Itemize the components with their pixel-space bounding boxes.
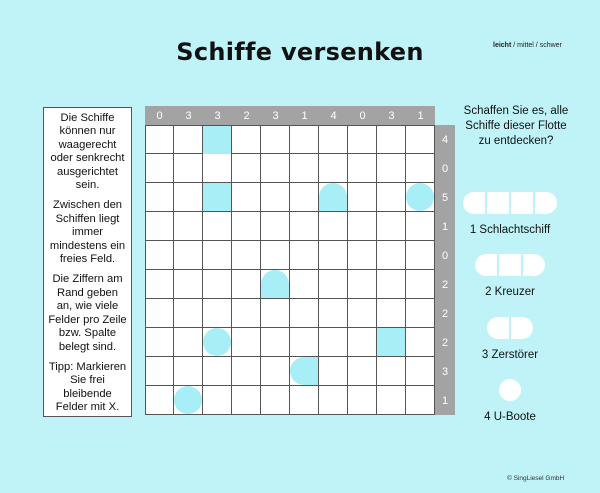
grid-cell[interactable] <box>261 299 290 328</box>
grid-cell[interactable] <box>348 386 377 415</box>
grid-cell[interactable] <box>203 154 232 183</box>
grid-cell[interactable] <box>145 328 174 357</box>
ship-segment <box>463 192 485 214</box>
grid-cell[interactable] <box>348 328 377 357</box>
given-ship-segment <box>290 357 318 385</box>
grid-row <box>145 154 455 183</box>
column-count: 0 <box>145 106 174 125</box>
grid-cell[interactable] <box>377 154 406 183</box>
grid-row <box>145 328 455 357</box>
fleet-submarine <box>460 379 560 423</box>
fleet-battleship <box>460 192 560 236</box>
submarine-shape <box>460 379 560 401</box>
fleet-label: 3 Zerstörer <box>481 349 539 361</box>
grid-cell[interactable] <box>290 241 319 270</box>
column-count: 2 <box>232 106 261 125</box>
grid-row <box>145 270 455 299</box>
grid-row <box>145 386 455 415</box>
row-count: 5 <box>435 183 455 212</box>
given-ship-segment <box>406 183 434 211</box>
puzzle-title: Schiffe versenken <box>176 38 424 66</box>
grid-cell[interactable] <box>174 386 203 415</box>
grid-cell[interactable] <box>232 328 261 357</box>
ship-segment <box>499 254 521 276</box>
grid-row <box>145 299 455 328</box>
rule-text: Tipp: Markieren Sie frei bleibende Felder mit X. <box>48 360 127 414</box>
grid-cell[interactable] <box>232 212 261 241</box>
grid-cell[interactable] <box>290 183 319 212</box>
grid-cell[interactable] <box>232 386 261 415</box>
row-count: 4 <box>435 125 455 154</box>
grid-cell[interactable] <box>232 183 261 212</box>
fleet-cruiser <box>460 254 560 298</box>
grid-cell[interactable] <box>261 125 290 154</box>
grid-cell[interactable] <box>406 125 435 154</box>
grid-cell[interactable] <box>232 299 261 328</box>
grid-cell[interactable] <box>145 183 174 212</box>
grid-corner <box>435 106 455 125</box>
ship-segment <box>511 317 533 339</box>
column-count: 3 <box>174 106 203 125</box>
copyright-notice: © SingLiesel GmbH <box>507 475 565 482</box>
grid-cell[interactable] <box>290 357 319 386</box>
grid-cell[interactable] <box>203 212 232 241</box>
grid-row <box>145 183 455 212</box>
grid-cell[interactable] <box>203 357 232 386</box>
grid-cell[interactable] <box>174 328 203 357</box>
ship-segment <box>523 254 545 276</box>
grid-cell[interactable] <box>145 154 174 183</box>
column-count: 3 <box>377 106 406 125</box>
battleship-shape <box>460 192 560 214</box>
grid-cell[interactable] <box>319 270 348 299</box>
grid-cell[interactable] <box>348 357 377 386</box>
grid-cell[interactable] <box>377 386 406 415</box>
given-ship-segment <box>203 328 231 356</box>
grid-cell[interactable] <box>145 386 174 415</box>
ship-segment <box>499 379 521 401</box>
grid-cell[interactable] <box>203 299 232 328</box>
column-count: 3 <box>261 106 290 125</box>
given-ship-segment <box>203 183 231 211</box>
fleet-label: 2 Kreuzer <box>485 286 535 298</box>
grid-cell[interactable] <box>406 212 435 241</box>
row-count: 2 <box>435 270 455 299</box>
row-count: 0 <box>435 154 455 183</box>
grid-cell[interactable] <box>290 386 319 415</box>
grid-cell[interactable] <box>406 386 435 415</box>
grid-cell[interactable] <box>232 241 261 270</box>
given-ship-segment <box>319 183 347 211</box>
fleet-destroyer <box>460 317 560 361</box>
destroyer-shape <box>460 317 560 339</box>
grid-cell[interactable] <box>406 270 435 299</box>
rules-panel <box>43 107 132 417</box>
grid-cell[interactable] <box>319 125 348 154</box>
grid-cell[interactable] <box>261 270 290 299</box>
grid-cell[interactable] <box>348 241 377 270</box>
grid-cell[interactable] <box>232 270 261 299</box>
difficulty-selector[interactable] <box>493 42 562 49</box>
ship-segment <box>487 317 509 339</box>
grid-cell[interactable] <box>348 299 377 328</box>
grid-cell[interactable] <box>174 212 203 241</box>
grid-cell[interactable] <box>203 241 232 270</box>
column-count-row <box>145 106 455 125</box>
column-count: 1 <box>290 106 319 125</box>
grid-cell[interactable] <box>174 183 203 212</box>
grid-cell[interactable] <box>174 241 203 270</box>
grid-cell[interactable] <box>290 299 319 328</box>
grid-cell[interactable] <box>377 241 406 270</box>
grid-cell[interactable] <box>377 270 406 299</box>
grid-cell[interactable] <box>377 183 406 212</box>
grid-cell[interactable] <box>145 241 174 270</box>
ship-segment <box>511 192 533 214</box>
grid-cell[interactable] <box>406 241 435 270</box>
grid-cell[interactable] <box>319 241 348 270</box>
grid-cell[interactable] <box>203 386 232 415</box>
grid-cell[interactable] <box>174 299 203 328</box>
grid-row <box>145 357 455 386</box>
grid-cell[interactable] <box>261 357 290 386</box>
grid-cell[interactable] <box>203 183 232 212</box>
grid-row <box>145 125 455 154</box>
grid-cell[interactable] <box>319 183 348 212</box>
grid-cell[interactable] <box>203 125 232 154</box>
grid-cell[interactable] <box>377 328 406 357</box>
grid-cell[interactable] <box>348 183 377 212</box>
grid-cell[interactable] <box>290 125 319 154</box>
grid-cell[interactable] <box>232 154 261 183</box>
grid-cell[interactable] <box>290 154 319 183</box>
grid-cell[interactable] <box>261 241 290 270</box>
grid-cell[interactable] <box>174 357 203 386</box>
row-count: 1 <box>435 212 455 241</box>
grid-cell[interactable] <box>145 270 174 299</box>
grid-cell[interactable] <box>377 299 406 328</box>
row-count: 1 <box>435 386 455 415</box>
grid-cell[interactable] <box>377 212 406 241</box>
grid-cell[interactable] <box>406 299 435 328</box>
grid-cell[interactable] <box>290 212 319 241</box>
grid-cell[interactable] <box>377 357 406 386</box>
ship-segment <box>475 254 497 276</box>
grid-cell[interactable] <box>406 154 435 183</box>
grid-row <box>145 241 455 270</box>
grid-cell[interactable] <box>290 328 319 357</box>
grid-cell[interactable] <box>261 328 290 357</box>
fleet-label: 1 Schlachtschiff <box>469 224 551 236</box>
row-count: 2 <box>435 328 455 357</box>
grid-cell[interactable] <box>348 125 377 154</box>
grid-cell[interactable] <box>232 357 261 386</box>
ship-segment <box>487 192 509 214</box>
grid-cell[interactable] <box>145 357 174 386</box>
ship-segment <box>535 192 557 214</box>
grid-cell[interactable] <box>348 154 377 183</box>
grid-cell[interactable] <box>406 328 435 357</box>
grid-cell[interactable] <box>174 270 203 299</box>
grid-cell[interactable] <box>261 183 290 212</box>
grid-cell[interactable] <box>261 212 290 241</box>
fleet-label: 4 U-Boote <box>484 411 536 423</box>
grid-cell[interactable] <box>261 386 290 415</box>
cruiser-shape <box>460 254 560 276</box>
given-ship-segment <box>377 328 405 356</box>
row-count: 3 <box>435 357 455 386</box>
difficulty-selected[interactable]: leicht <box>493 42 512 49</box>
grid-cell[interactable] <box>319 328 348 357</box>
row-count: 0 <box>435 241 455 270</box>
grid-cell[interactable] <box>145 299 174 328</box>
grid-cell[interactable] <box>145 125 174 154</box>
rule-text: Die Ziffern am Rand geben an, wie viele Felder pro Zeile bzw. Spalte belegt sind. <box>48 273 127 353</box>
puzzle-grid <box>145 106 455 415</box>
grid-cell[interactable] <box>290 270 319 299</box>
challenge-text: Schaffen Sie es, alle Schiffe dieser Flotte zu entdecken? <box>463 105 569 147</box>
grid-cell[interactable] <box>319 212 348 241</box>
grid-row <box>145 212 455 241</box>
grid-cell[interactable] <box>174 154 203 183</box>
column-count: 0 <box>348 106 377 125</box>
grid-cell[interactable] <box>174 125 203 154</box>
grid-cell[interactable] <box>203 270 232 299</box>
given-ship-segment <box>203 126 231 154</box>
rule-text: Zwischen den Schiffen liegt immer mindestens ein freies Feld. <box>49 199 126 266</box>
grid-cell[interactable] <box>319 357 348 386</box>
column-count: 1 <box>406 106 435 125</box>
given-ship-segment <box>174 386 202 414</box>
grid-cell[interactable] <box>232 125 261 154</box>
grid-cell[interactable] <box>348 212 377 241</box>
grid-cell[interactable] <box>145 212 174 241</box>
grid-cell[interactable] <box>406 357 435 386</box>
column-count: 4 <box>319 106 348 125</box>
grid-cell[interactable] <box>348 270 377 299</box>
grid-cell[interactable] <box>203 328 232 357</box>
grid-cell[interactable] <box>319 386 348 415</box>
grid-cell[interactable] <box>406 183 435 212</box>
grid-cell[interactable] <box>377 125 406 154</box>
rule-text: Die Schiffe können nur waagerecht oder senkrecht ausgerichtet sein. <box>50 112 125 192</box>
given-ship-segment <box>261 270 289 298</box>
grid-cell[interactable] <box>319 154 348 183</box>
grid-cell[interactable] <box>319 299 348 328</box>
difficulty-options[interactable]: / mittel / schwer <box>511 42 562 49</box>
grid-cell[interactable] <box>261 154 290 183</box>
column-count: 3 <box>203 106 232 125</box>
row-count: 2 <box>435 299 455 328</box>
